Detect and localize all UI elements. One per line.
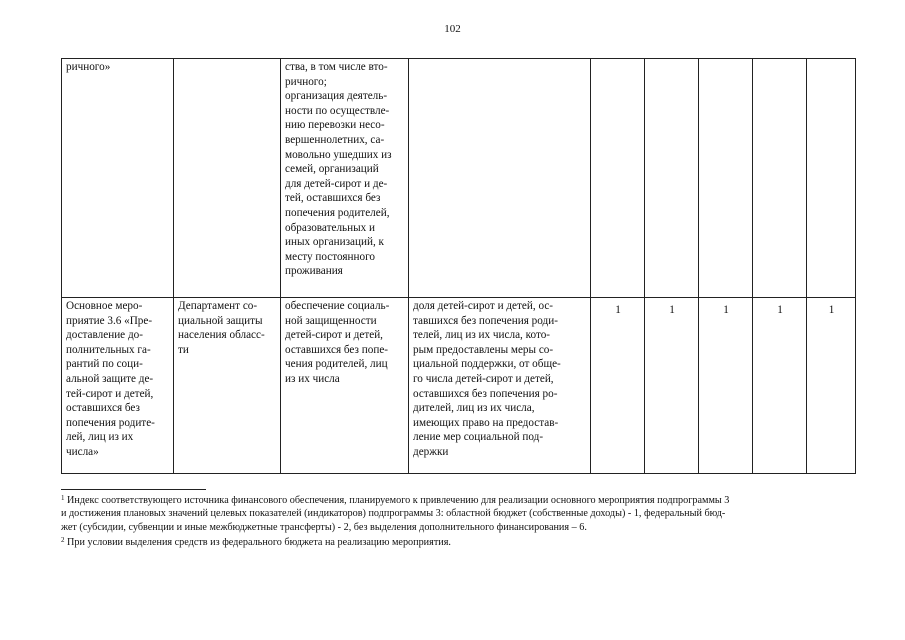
page-number: 102 xyxy=(444,23,461,35)
indicator-cell xyxy=(409,298,591,474)
footnotes xyxy=(61,492,851,549)
cell-text-line: месту постоянного xyxy=(285,250,375,263)
cell-text-line: ричного; xyxy=(285,75,327,88)
cell-text-line: из их числа xyxy=(285,372,340,385)
executor-cell xyxy=(174,59,281,298)
value-cell xyxy=(645,59,699,298)
table-row xyxy=(62,59,856,298)
cell-text-line: попечения родите- xyxy=(66,416,155,429)
cell-text-line: вершеннолетних, са- xyxy=(285,133,385,146)
event-name-cell xyxy=(62,59,174,298)
program-table xyxy=(61,58,856,474)
cell-text-line: ричного» xyxy=(66,61,111,73)
footnote-1-line: Индекс соответствующего источника финансового обеспечения, планируемого к привлечению для реализации основного мероприятия подпрограммы 3 xyxy=(67,495,730,506)
cell-text-line: тей, оставшихся без xyxy=(285,192,381,205)
cell-text-line: приятие 3.6 «Пре- xyxy=(66,314,153,327)
footnote-2-line xyxy=(61,534,851,549)
cell-text-line: нию перевозки несо- xyxy=(285,119,385,132)
value-cell xyxy=(591,59,645,298)
cell-text-line: альной защите де- xyxy=(66,372,154,385)
value-cell xyxy=(753,59,807,298)
cell-text-line: го числа детей-сирот и детей, xyxy=(413,372,554,385)
event-name-cell xyxy=(62,298,174,474)
task-cell xyxy=(281,59,409,298)
cell-text-line: ности по осуществле- xyxy=(285,104,390,117)
footnote-2 xyxy=(61,534,851,549)
cell-text-line: тавшихся без попечения роди- xyxy=(413,314,558,327)
value-cell xyxy=(699,59,753,298)
cell-text-line: ства, в том числе вто- xyxy=(285,61,388,73)
footnote-divider xyxy=(61,489,206,490)
indicator-cell xyxy=(409,59,591,298)
cell-text-line: обеспечение социаль- xyxy=(285,300,390,312)
footnote-1-mark: 1 xyxy=(61,494,65,502)
cell-text-line: проживания xyxy=(285,265,343,278)
footnote-2-mark: 2 xyxy=(61,535,65,544)
footnote-1-line: и достижения плановых значений целевых показателей (индикаторов) подпрограммы 3: областной бюджет (собственные доходы) - 1, федеральный бюд- xyxy=(61,508,726,520)
cell-text-line: ление мер социальной под- xyxy=(413,431,544,444)
cell-text-line: циальной защиты xyxy=(178,314,263,327)
cell-text-line: дителей, лиц из их числа, xyxy=(413,402,535,415)
cell-text-line: доставление до- xyxy=(66,329,143,342)
footnote-1 xyxy=(61,492,851,534)
cell-text-line: ной защищенности xyxy=(285,314,377,327)
cell-text-line: доля детей-сирот и детей, ос- xyxy=(413,300,554,312)
value-cell: 1 xyxy=(645,298,699,474)
cell-text-line: лей, лиц из их xyxy=(66,431,134,444)
value-cell: 1 xyxy=(591,298,645,474)
value-cell: 1 xyxy=(807,298,856,474)
footnote-1-first-line xyxy=(61,492,851,507)
cell-text-line: для детей-сирот и де- xyxy=(285,177,388,190)
table-row xyxy=(62,298,856,474)
footnote-1-line: жет (субсидии, субвенции и иные межбюджетные трансферты) - 2, без выделения дополнительного финансирования – 6. xyxy=(61,521,587,533)
cell-text-line: циальной поддержки, от обще- xyxy=(413,358,561,371)
cell-text-line: детей-сирот и детей, xyxy=(285,329,383,342)
cell-text-line: рым предоставлены меры со- xyxy=(413,343,554,356)
executor-cell xyxy=(174,298,281,474)
cell-text-line: ти xyxy=(178,343,189,356)
task-cell xyxy=(281,298,409,474)
cell-text-line: Основное меро- xyxy=(66,300,143,312)
cell-text-line: оставшихся без попе- xyxy=(285,343,389,356)
footnote-2-text: При условии выделения средств из федерального бюджета на реализацию мероприятия. xyxy=(67,536,451,548)
cell-text-line: оставшихся без попечения ро- xyxy=(413,387,558,400)
value-cell: 1 xyxy=(753,298,807,474)
cell-text-line: числа» xyxy=(66,445,99,458)
cell-text-line: Департамент со- xyxy=(178,300,258,312)
cell-text-line: телей, лиц из их числа, кото- xyxy=(413,329,551,342)
cell-text-line: попечения родителей, xyxy=(285,206,390,219)
cell-text-line: семей, организаций xyxy=(285,163,379,176)
cell-text-line: держки xyxy=(413,445,449,458)
cell-text-line: населения обласс- xyxy=(178,329,265,342)
cell-text-line: мовольно ушедших из xyxy=(285,148,392,161)
cell-text-line: оставшихся без xyxy=(66,402,140,415)
cell-text-line: организация деятель- xyxy=(285,90,388,103)
value-cell: 1 xyxy=(699,298,753,474)
cell-text-line: иных организаций, к xyxy=(285,236,384,249)
cell-text-line: рантий по соци- xyxy=(66,358,143,371)
cell-text-line: чения родителей, лиц xyxy=(285,358,388,371)
cell-text-line: имеющих право на предостав- xyxy=(413,416,559,429)
cell-text-line: тей-сирот и детей, xyxy=(66,387,154,400)
value-cell xyxy=(807,59,856,298)
cell-text-line: образовательных и xyxy=(285,221,376,234)
cell-text-line: полнительных га- xyxy=(66,343,151,356)
